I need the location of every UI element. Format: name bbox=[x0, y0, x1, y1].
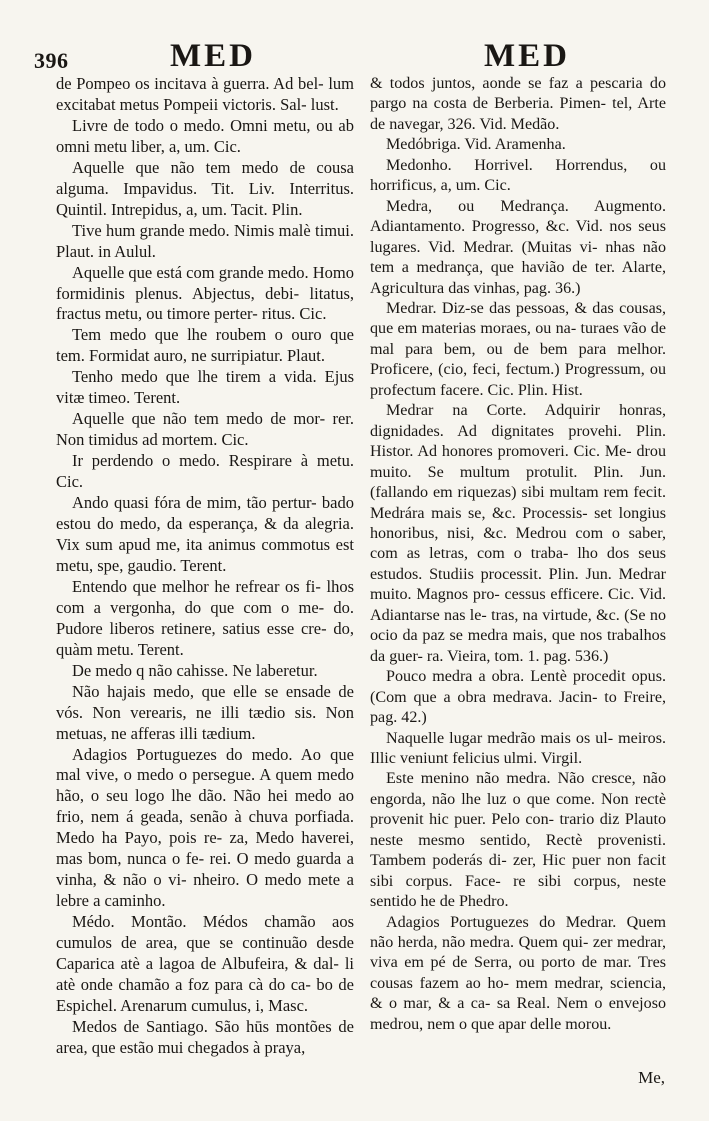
dictionary-entry: Médo. Montão. Médos chamão aos cumulos de area, que se continuão desde Caparica atè a lagoa de Albufeira, & dal- li atè onde chamão a foz para cà do ca- bo de Espichel. Arenarum cumulus, i, Masc. bbox=[56, 912, 354, 1015]
dictionary-entry: Pouco medra a obra. Lentè procedit opus. (Com que a obra medrava. Jacin- to Freire, pag. 42.) bbox=[370, 668, 666, 727]
catchword: Me, bbox=[638, 1068, 665, 1087]
dictionary-entry: Aquelle que não tem medo de cousa alguma. Impavidus. Tit. Liv. Interritus. Quintil. Intrepidus, a, um. Tacit. Plin. bbox=[56, 157, 354, 219]
dictionary-entry: & todos juntos, aonde se faz a pescaria do pargo na costa de Berberia. Pimen- tel, Arte de navegar, 326. Vid. Medão. bbox=[370, 75, 666, 133]
dictionary-entry: Medóbriga. Vid. Aramenha. bbox=[386, 136, 566, 154]
dictionary-entry: Livre de todo o medo. Omni metu, ou ab omni metu liber, a, um. Cic. bbox=[56, 115, 354, 156]
dictionary-entry: de Pompeo os incitava à guerra. Ad bel- lum excitabat metus Pompeii victoris. Sal- lust. bbox=[56, 74, 354, 114]
dictionary-entry: Não hajais medo, que elle se ensade de vós. Non verearis, ne illi tædio sis. Non metuas, ne afferas illi tædium. bbox=[56, 681, 354, 743]
dictionary-entry: Tenho medo que lhe tirem a vida. Ejus vitæ timeo. Terent. bbox=[56, 367, 354, 408]
dictionary-entry: De medo q não cahisse. Ne laberetur. bbox=[72, 660, 318, 680]
dictionary-entry: Tem medo que lhe roubem o ouro que tem. Formidat auro, ne surripiatur. Plaut. bbox=[56, 325, 354, 366]
dictionary-entry: Medrar. Diz-se das pessoas, & das cousas, que em materias moraes, ou na- turaes vão de mal para bem, ou de bem para melhor. Proficere, (cio, feci, fectum.) Progressum, ou profectum facere. Cic. Plin. Hist. bbox=[370, 299, 666, 399]
dictionary-entry: Medonho. Horrivel. Horrendus, ou horrificus, a, um. Cic. bbox=[370, 156, 666, 195]
left-column bbox=[56, 74, 354, 1059]
dictionary-entry: Adagios Portuguezes do medo. Ao que mal vive, o medo o persegue. A quem medo hão, o seu logo lhe dão. Não hei medo ao frio, nem á geada, senão à chuva porfiada. Medo ha Payo, pois re- za, Medo haverei, mas bom, nunca o fe- rei. O medo guarda a vinha, & não o vi- nheiro. O medo mete a lebre a caminho. bbox=[56, 744, 354, 911]
running-header-left: MED bbox=[170, 38, 256, 74]
dictionary-entry: Tive hum grande medo. Nimis malè timui. Plaut. in Aulul. bbox=[56, 220, 354, 261]
right-column bbox=[370, 74, 666, 1035]
dictionary-entry: Aquelle que não tem medo de mor- rer. Non timidus ad mortem. Cic. bbox=[56, 409, 354, 450]
dictionary-entry: Aquelle que está com grande medo. Homo formidinis plenus. Abjectus, debi- litatus, fractus metu, ou timore perter- ritus. Cic. bbox=[56, 262, 354, 324]
dictionary-entry: Ir perdendo o medo. Respirare à metu. Cic. bbox=[56, 451, 354, 492]
dictionary-entry: Ando quasi fóra de mim, tão pertur- bado estou do medo, da esperança, & da alegria. Vix sum apud me, ita animus commotus est metu, spe, gaudio. Terent. bbox=[56, 493, 354, 575]
dictionary-entry: Naquelle lugar medrão mais os ul- meiros. Illic veniunt felicius ulmi. Virgil. bbox=[370, 729, 666, 767]
dictionary-entry: Este menino não medra. Não cresce, não engorda, não lhe luz o que come. Non rectè provenit hic puer. Pelo con- trario diz Plauto neste mesmo sentido, Rectè provenisti. Tambem poderás di- zer, Hic puer non facit sibi corpus. Face- re sibi corpus, neste sentido he de Phedro. bbox=[370, 770, 666, 911]
dictionary-entry: Adagios Portuguezes do Medrar. Quem não herda, não medra. Quem qui- zer medrar, viva em pé de Serra, ou porto de mar. Tres cousas fazem ao ho- mem medrar, sciencia, & o mar, & a ca- sa Real. Nem o envejoso medrou, nem o que apar delle morou. bbox=[370, 913, 666, 1033]
dictionary-entry: Medra, ou Medrança. Augmento. Adiantamento. Progresso, &c. Vid. nos seus lugares. Vid. Medrar. (Muitas vi- nhas não tem a medrança, que havião de ter. Alarte, Agricultura das vinhas, pag. 36.) bbox=[370, 197, 666, 297]
running-header-right: MED bbox=[484, 38, 570, 74]
page-number: 396 bbox=[34, 48, 69, 73]
dictionary-entry: Entendo que melhor he refrear os fi- lhos com a vergonha, do que com o me- do. Pudore liberos retinere, satius esse cre- do, quàm metu. Terent. bbox=[56, 576, 354, 659]
dictionary-entry: Medrar na Corte. Adquirir honras, dignidades. Ad dignitates provehi. Plin. Histor. Ad honores promoveri. Cic. Me- drou muito. Se multum protulit. Plin. Jun. (fallando em riquezas) sibi multam rem fecit. Medrára mais se, &c. Processis- set longius honoribus, nisi, &c. Medrou com o saber, com as letras, com o traba- lho dos seus estudos. Studiis processit. Plin. Jun. Medrar muito. Magnos pro- cessus efficere. Cic. Vid. Adiantarse nas le- tras, na virtude, &c. (Se no ocio da paz se medra mais, que nos trabalhos da guer- ra. Vieira, tom. 1. pag. 536.) bbox=[370, 402, 666, 665]
dictionary-entry: Medos de Santiago. São hūs montões de area, que estão mui chegados à praya, bbox=[56, 1016, 354, 1057]
